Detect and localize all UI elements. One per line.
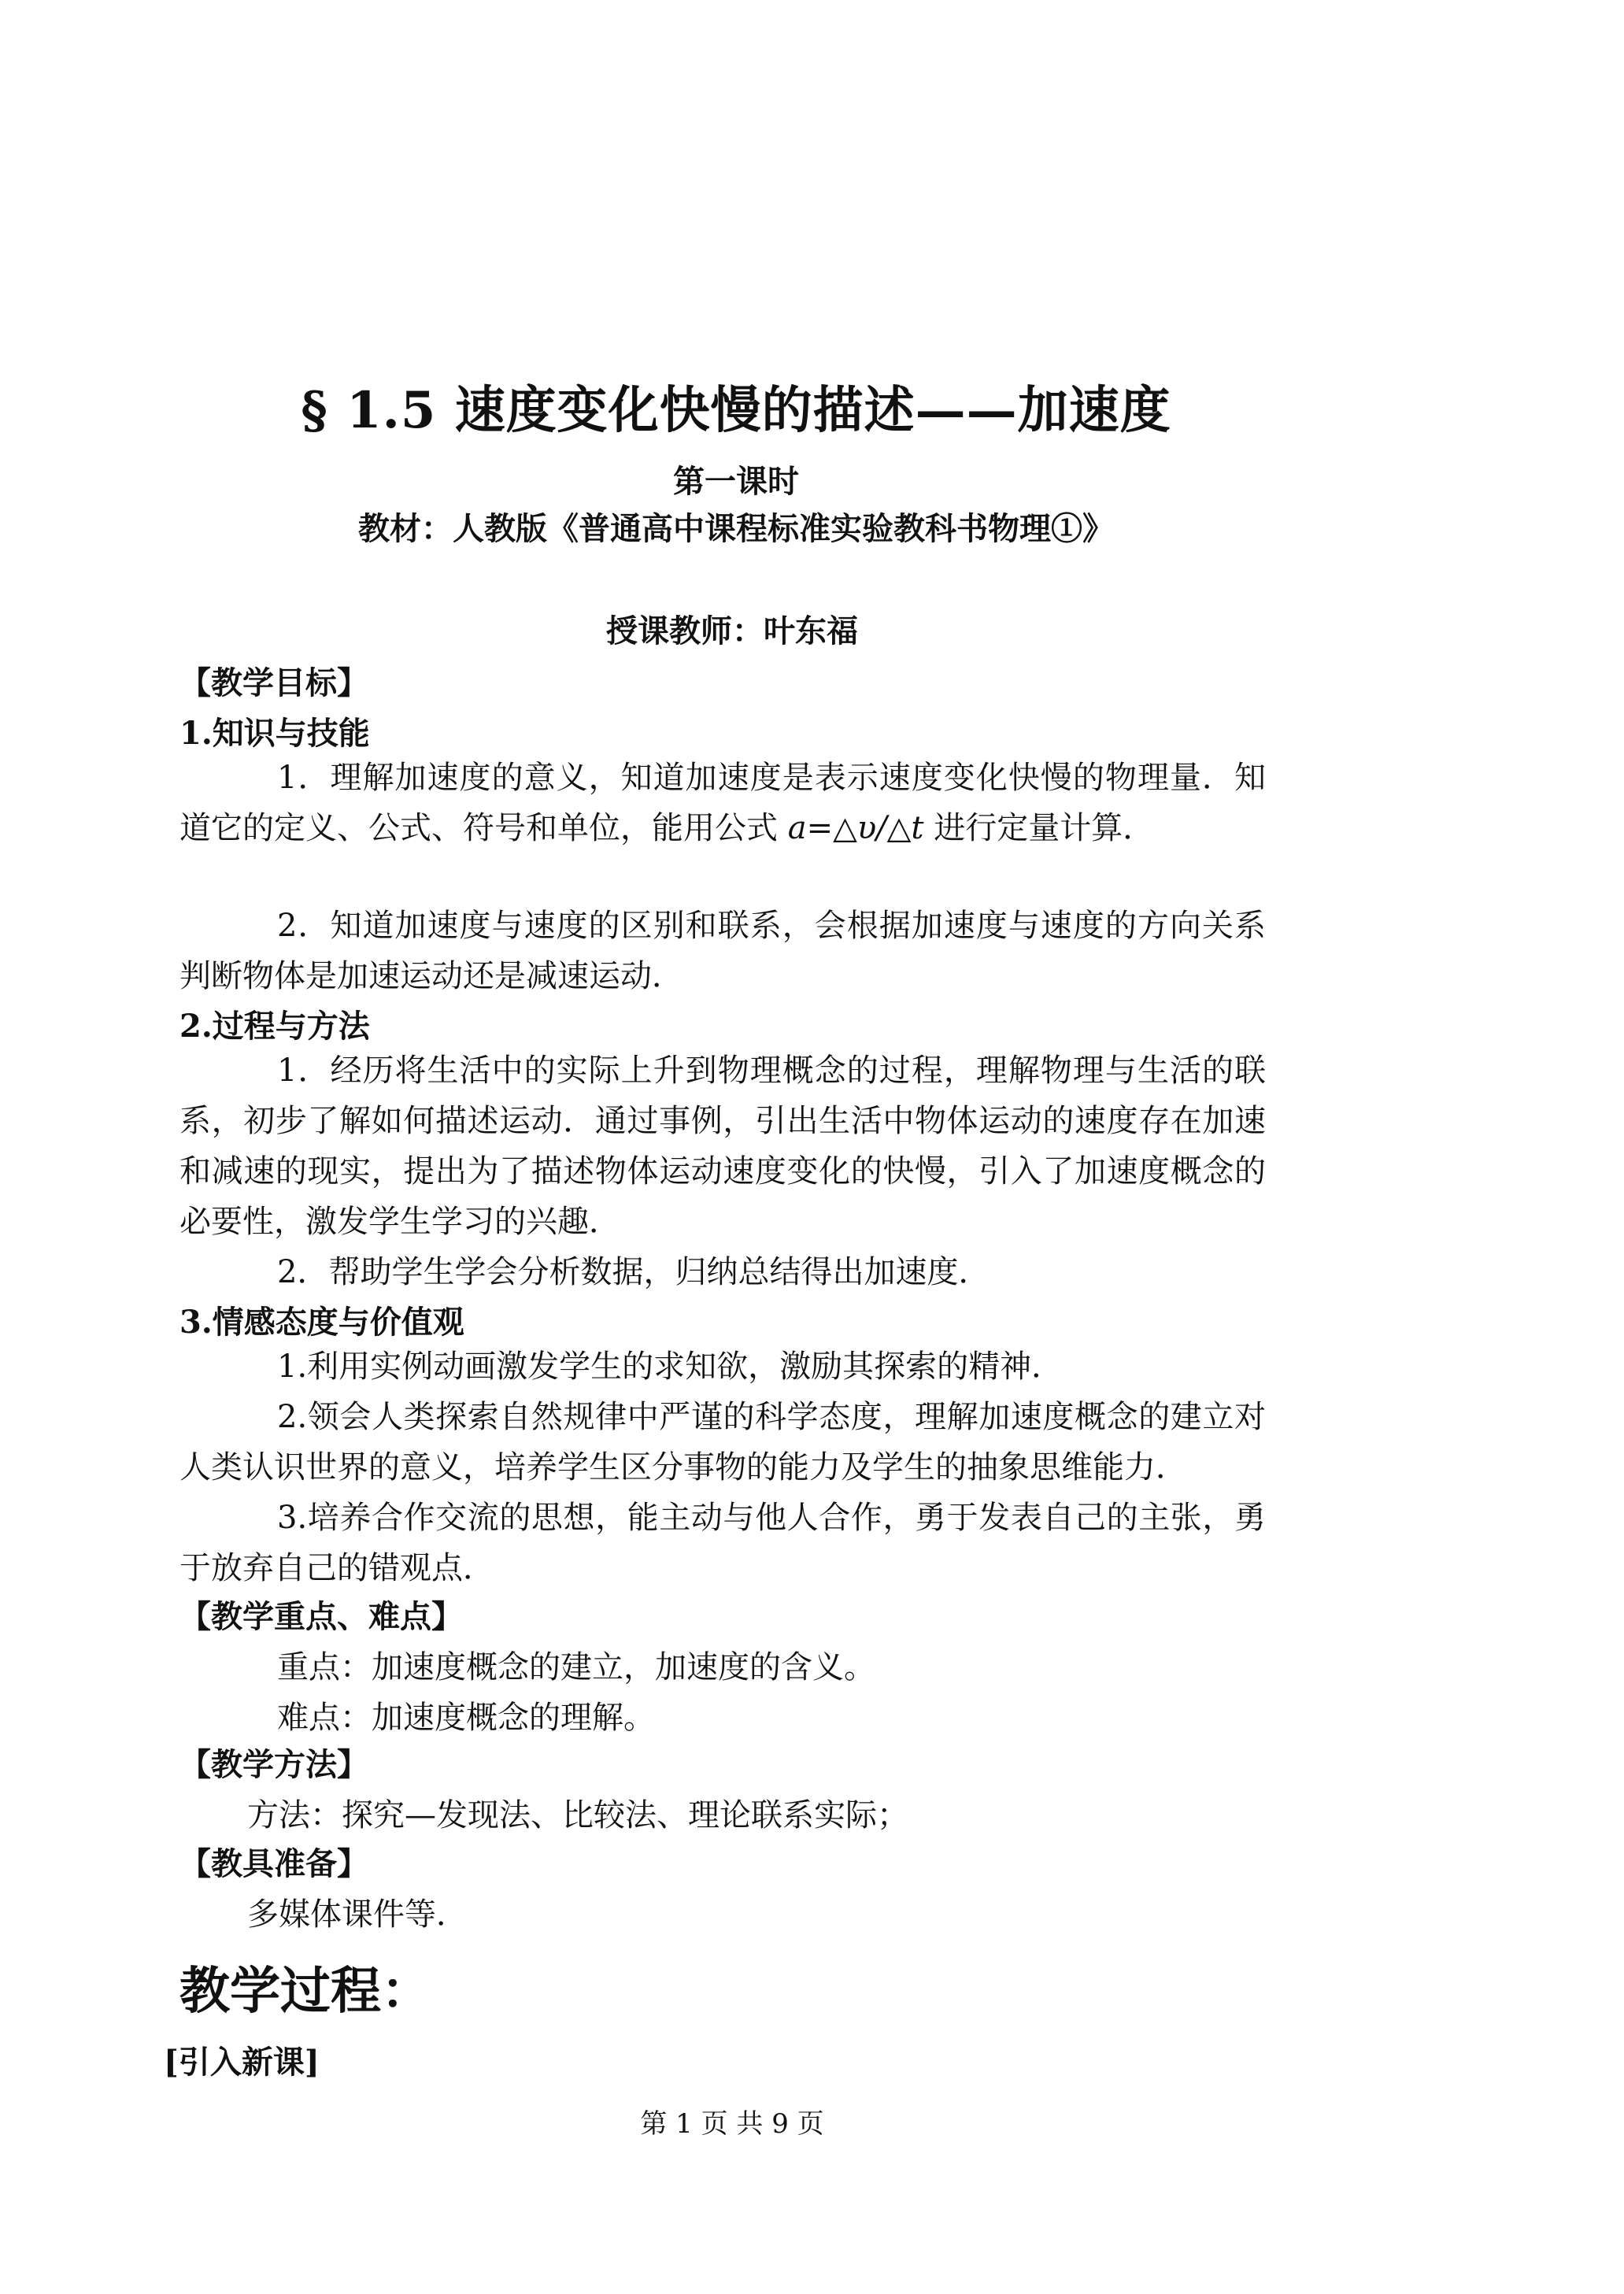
knowledge-item-1-post: 进行定量计算． (923, 810, 1155, 846)
objectives-heading: 【教学目标】 (179, 664, 368, 701)
process-item-2: 2．帮助学生学会分析数据，归纳总结得出加速度． (277, 1254, 990, 1290)
attitude-item-2: 2.领会人类探索自然规律中严谨的科学态度，理解加速度概念的建立对人类认识世界的意义，培养学生区分事物的能力及学生的抽象思维能力． (179, 1399, 1266, 1486)
acceleration-formula: a=△υ/△t (787, 810, 924, 846)
difficulty-line: 难点：加速度概念的理解。 (277, 1700, 655, 1736)
tools-heading: 【教具准备】 (179, 1845, 368, 1882)
attitude-item-1: 1.利用实例动画激发学生的求知欲，激励其探索的精神． (277, 1349, 1064, 1385)
page-footer: 第 1 页 共 9 页 (640, 2108, 824, 2140)
method-line: 方法：探究—发现法、比较法、理论联系实际； (247, 1797, 908, 1833)
lesson-subtitle: 第一课时 (673, 463, 799, 500)
process-heading: 2.过程与方法 (179, 1008, 370, 1045)
method-heading: 【教学方法】 (179, 1746, 368, 1783)
attitude-heading: 3.情感态度与价值观 (179, 1304, 464, 1341)
process-item-1: 1．经历将生活中的实际上升到物理概念的过程，理解物理与生活的联系，初步了解如何描述运动．通过事例，引出生活中物体运动的速度存在加速和减速的现实，提出为了描述物体运动速度变化的快慢，引入了加速度概念的必要性，激发学生学习的兴趣． (179, 1053, 1266, 1240)
intro-heading: [引入新课] (164, 2044, 320, 2081)
teaching-process-heading: 教学过程： (179, 1962, 431, 2021)
knowledge-item-1-pre: 1．理解加速度的意义，知道加速度是表示速度变化快慢的物理量．知道它的定义、公式、符号和单位，能用公式 (179, 760, 1266, 846)
tools-line: 多媒体课件等． (247, 1896, 468, 1933)
page-title: § 1.5 速度变化快慢的描述——加速度 (301, 381, 1171, 440)
key-points-heading: 【教学重点、难点】 (179, 1598, 463, 1635)
knowledge-item-2: 2．知道加速度与速度的区别和联系，会根据加速度与速度的方向关系判断物体是加速运动还是减速运动． (179, 908, 1266, 994)
knowledge-item-1 (179, 753, 1266, 853)
knowledge-heading: 1.知识与技能 (179, 715, 370, 752)
attitude-item-3: 3.培养合作交流的思想，能主动与他人合作，勇于发表自己的主张，勇于放弃自己的错观点． (179, 1500, 1266, 1586)
textbook-line: 教材：人教版《普通高中课程标准实验教科书物理①》 (358, 510, 1114, 547)
teacher-line: 授课教师：叶东福 (606, 612, 858, 649)
key-point-line: 重点：加速度概念的建立，加速度的含义。 (277, 1649, 875, 1685)
